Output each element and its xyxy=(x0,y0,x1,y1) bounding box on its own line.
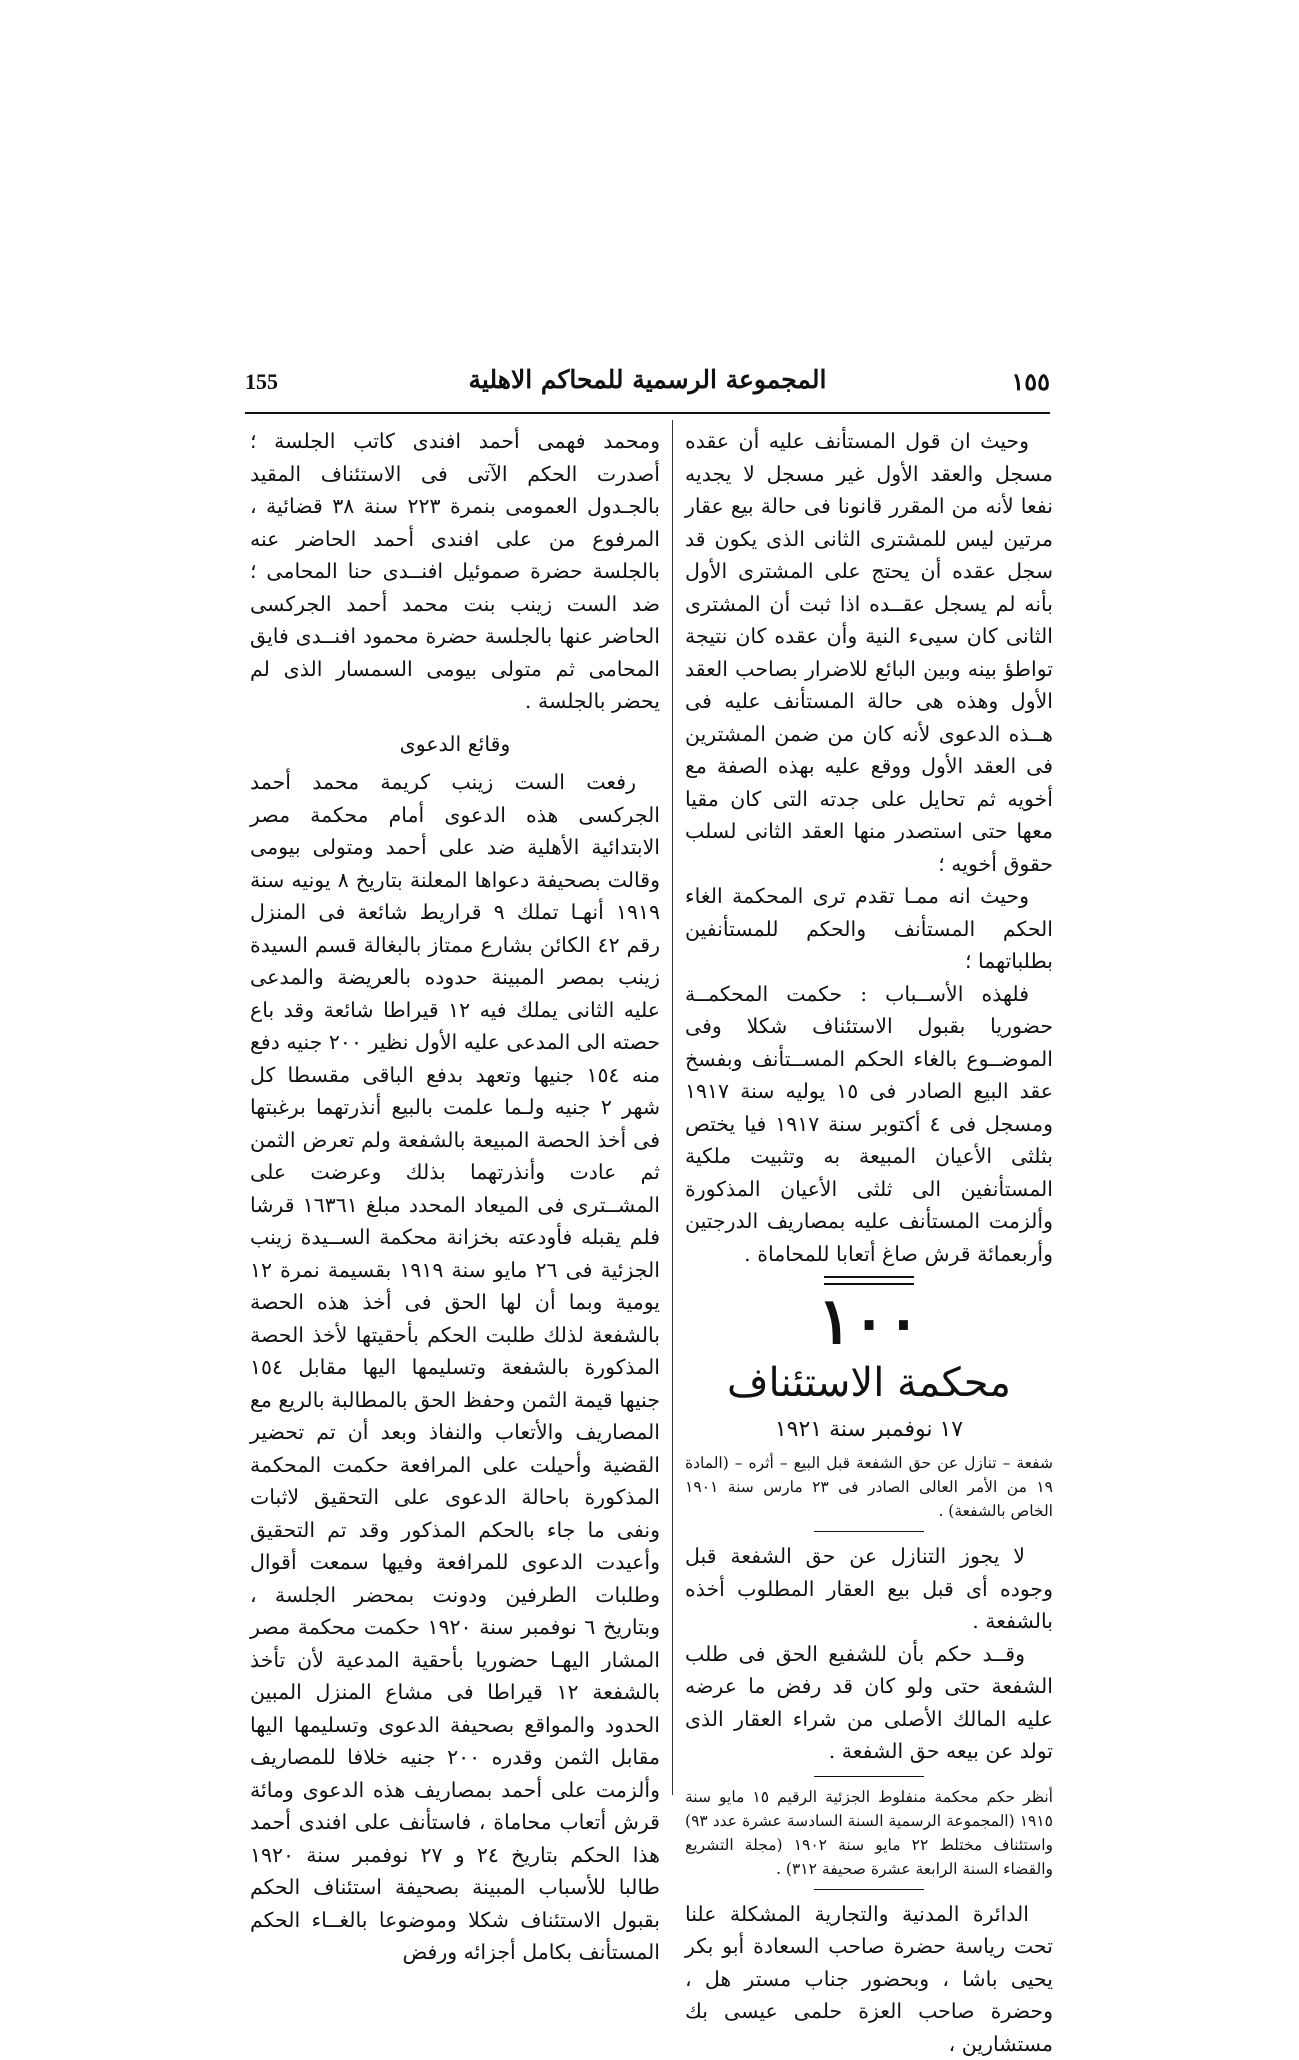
legal-principle: لا يجوز التنازل عن حق الشفعة قبل وجوده أى قبل بيع العقار المطلوب أخذه بالشفعة . xyxy=(685,1540,1053,1638)
case-date: ١٧ نوفمبر سنة ١٩٢١ xyxy=(685,1413,1053,1447)
page-number-latin: 155 xyxy=(245,369,278,395)
paragraph-text: رفعت الست زينب كريمة محمد أحمد الجركسى هذه الدعوى أمام محكمة مصر الابتدائية الأهلية ضد على أحمد ومتولى بيومى وقالت بصحيفة دعواها المعلنة بتاريخ ٨ يونيه سنة ١٩١٩ أنهـا تملك ٩ قراريط شائعة فى المنزل رقم ٤٢ الكائن بشارع ممتاز بالبغالة قسم السيدة زينب بمصر المبينة حدوده بالعريضة والمدعى عليه الثانى يملك فيه ١٢ قيراطا شائعة وقد باع حصته الى المدعى عليه الأول نظير ٢٠٠ جنيه دفع منه ١٥٤ جنيها وتعهد بدفع الباقى مقسطا كل شهر ٢ جنيه ولـما علمت بالبيع أنذرتهما برغبتها فى أخذ الحصة المبيعة بالشفعة ولم تعرض الثمن ثم عادت وأنذرتهما بذلك وعرضت على المشــترى فى الميعاد المحدد مبلغ ١٦٣٦١ قرشا فلم يقبله فأودعته بخزانة محكمة الســيدة زينب الجزئية فى ٢٦ مايو سنة ١٩١٩ بقسيمة نمرة ١٢ يومية وبما أن لها الحق فى أخذ هذه الحصة بالشفعة لذلك طلبت الحكم بأحقيتها لأخذ الحصة المذكورة بالشفعة وتسليمها اليها مقابل ١٥٤ جنيها قيمة الثمن وحفظ الحق بالمطالبة بالريع مع المصاريف والأتعاب والنفاذ وبعد أن تم تحضير القضية وأحيلت على المرافعة حكمت المحكمة المذكورة باحالة الدعوى على التحقيق لاثبات ونفى ما جاء بالحكم المذكور وقد تم التحقيق وأعيدت الدعوى للمرافعة وفيها سمعت أقوال وطلبات الطرفين ودونت بمحضر الجلسة ، وبتاريخ ٦ نوفمبر سنة ١٩٢٠ حكمت محكمة مصر المشار اليهـا حضوريا بأحقية المدعية لأن تأخذ بالشفعة ١٢ قيراطا فى مشاع المنزل المبين الحدود والمواقع بصحيفة الدعوى وتسليمها اليها مقابل الثمن وقدره ٢٠٠ جنيه خلافا للمصاريف وألزمت على أحمد بمصاريف هذه الدعوى ومائة قرش أتعاب محاماة ، فاستأنف على افندى أحمد هذا الحكم بتاريخ ٢٤ و ٢٧ نوفمبر سنة ١٩٢٠ طالبا للأسباب المبينة بصحيفة استئناف الحكم بقبول الاستئناف شكلا وموضوعا بالغــاء الحكم المستأنف بكامل أجزائه ورفض xyxy=(250,766,660,1969)
case-summary: شفعة – تنازل عن حق الشفعة قبل البيع – أثره – (المادة ١٩ من الأمر العالى الصادر فى ٢٣ مارس سنة ١٩٠١ الخاص بالشفعة) . xyxy=(685,1451,1053,1523)
left-column xyxy=(250,425,660,1969)
paragraph-text: ومحمد فهمى أحمد افندى كاتب الجلسة ؛ أصدرت الحكم الآتى فى الاستئناف المقيد بالجـدول العمومى بنمرة ٢٢٣ سنة ٣٨ قضائية ، المرفوع من على افندى أحمد الحاضر عنه بالجلسة حضرة صموئيل افنــدى حنا المحامى ؛ ضد الست زينب بنت محمد أحمد الجركسى الحاضر عنها بالجلسة حضرة محمود افنــدى فايق المحامى ثم متولى بيومى السمسار الذى لم يحضر بالجلسة . xyxy=(250,425,660,718)
bench-composition: الدائرة المدنية والتجارية المشكلة علنا تحت رياسة حضرة صاحب السعادة أبو بكر يحيى باشا ، وبحضور جناب مستر هل ، وحضرة صاحب العزة حلمى عيسى بك مستشارين ، xyxy=(685,1898,1053,2060)
legal-principle: وقــد حكم بأن للشفيع الحق فى طلب الشفعة حتى ولو كان قد رفض ما عرضه عليه المالك الأصلى من شراء العقار الذى تولد عن بيعه حق الشفعة . xyxy=(685,1638,1053,1768)
case-references: أنظر حكم محكمة منفلوط الجزئية الرقيم ١٥ مايو سنة ١٩١٥ (المجموعة الرسمية السنة السادسة عشرة عدد ٩٣) واستئناف مختلط ٢٢ مايو سنة ١٩٠٢ (مجلة التشريع والقضاء السنة الرابعة عشرة صحيفة ٣١٢) . xyxy=(685,1785,1053,1881)
page-number-arabic: ١٥٥ xyxy=(1011,367,1050,396)
section-rule xyxy=(814,1531,924,1532)
case-number: ١٠٠ xyxy=(685,1287,1053,1357)
journal-title: المجموعة الرسمية للمحاكم الاهلية xyxy=(245,365,1050,394)
header-rule xyxy=(245,412,1050,414)
column-divider xyxy=(672,420,673,1795)
court-name: محكمة الاستئناف xyxy=(685,1359,1053,1407)
facts-heading: وقائع الدعوى xyxy=(250,728,660,761)
section-rule xyxy=(814,1776,924,1777)
section-rule xyxy=(814,1889,924,1890)
right-column xyxy=(685,425,1053,2060)
paragraph-text: وحيث انه ممـا تقدم ترى المحكمة الغاء الحكم المستأنف والحكم للمستأنفين بطلباتهما ؛ xyxy=(685,880,1053,978)
paragraph-text: فلهذه الأســباب : حكمت المحكمــة حضوريا بقبول الاستئناف شكلا وفى الموضــوع بالغاء الحكم المســتأنف وبفسخ عقد البيع الصادر فى ١٥ يوليه سنة ١٩١٧ ومسجل فى ٤ أكتوبر سنة ١٩١٧ فيا يختص بثلثى الأعيان المبيعة به وتثبيت ملكية المستأنفين الى ثلثى الأعيان المذكورة وألزمت المستأنف عليه بمصاريف الدرجتين وأربعمائة قرش صاغ أتعابا للمحاماة . xyxy=(685,978,1053,1271)
paragraph-text: وحيث ان قول المستأنف عليه أن عقده مسجل والعقد الأول غير مسجل لا يجديه نفعا لأنه من المقرر قانونا فى حالة بيع عقار مرتين ليس للمشترى الثانى الذى يكون قد سجل عقده أن يحتج على المشترى الأول بأنه لم يسجل عقــده اذا ثبت أن المشترى الثانى كان سيىء النية وأن عقده كان نتيجة تواطؤ بينه وبين البائع للاضرار بصاحب العقد الأول وهذه هى حالة المستأنف عليه فى هــذه الدعوى لأنه كان من ضمن المشترين فى العقد الأول ووقع عليه بهذه الصفة مع أخويه ثم تحايل على جدته التى كان مقيا معها حتى استصدر منها العقد الثانى لسلب حقوق أخويه ؛ xyxy=(685,425,1053,880)
page-header xyxy=(245,365,1050,415)
